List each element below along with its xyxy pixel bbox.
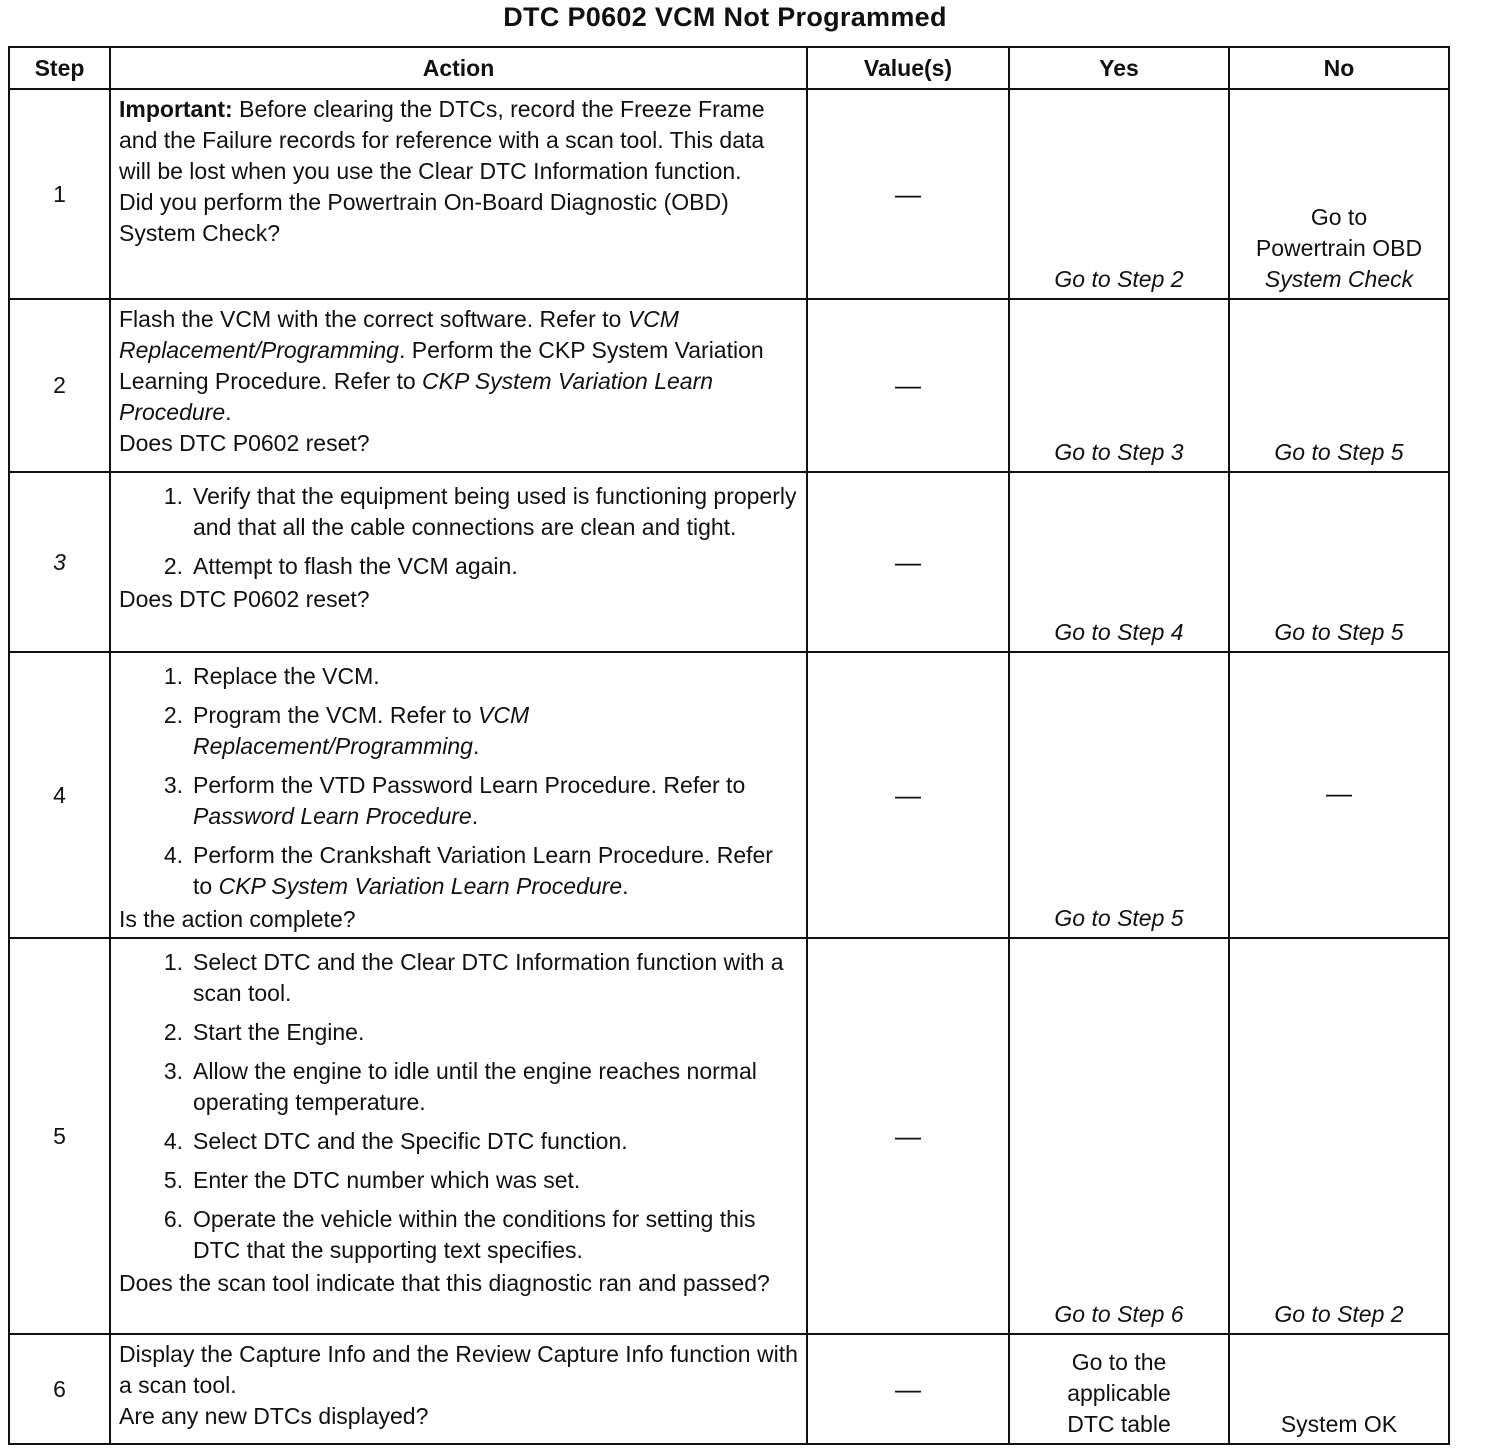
action-cell — [110, 299, 807, 472]
question: Did you perform the Powertrain On-Board Diagnostic (OBD) System Check? — [119, 189, 729, 246]
table-row — [9, 652, 1449, 938]
yes-cell — [1009, 1334, 1229, 1444]
no-text-line3[interactable]: System Check — [1264, 266, 1414, 292]
no-link[interactable]: Go to Step 5 — [1274, 439, 1404, 465]
list-item — [119, 1165, 798, 1196]
list-number: 5. — [163, 1167, 183, 1193]
header-values: Value(s) — [807, 47, 1009, 89]
yes-cell — [1009, 652, 1229, 938]
action-cell — [110, 89, 807, 299]
list-item — [119, 661, 798, 692]
no-link[interactable]: Go to Step 5 — [1274, 619, 1404, 645]
no-text-line1[interactable]: Go to — [1310, 204, 1368, 230]
important-label: Important: — [119, 96, 233, 122]
no-cell — [1229, 652, 1449, 938]
important-note — [119, 94, 798, 187]
list-item — [119, 770, 798, 832]
header-action: Action — [110, 47, 807, 89]
list-text: Enter the DTC number which was set. — [193, 1167, 581, 1193]
list-number: 4. — [163, 1128, 183, 1154]
yes-cell — [1009, 938, 1229, 1334]
no-cell — [1229, 472, 1449, 652]
action-text-part: . — [225, 399, 232, 425]
list-item — [119, 947, 798, 1009]
important-text: Before clearing the DTCs, record the Freeze Frame and the Failure records for reference with a scan tool. This data will be lost when you use the Clear DTC Information function. — [119, 96, 765, 184]
list-number: 2. — [163, 553, 183, 579]
table-row — [9, 938, 1449, 1334]
procedure-list — [119, 947, 798, 1266]
list-text: . — [471, 803, 479, 829]
list-item — [119, 1204, 798, 1266]
header-yes: Yes — [1009, 47, 1229, 89]
list-text: Perform the Crankshaft Variation Learn Procedure. Refer to — [193, 842, 773, 899]
step-number: 4 — [9, 652, 110, 938]
list-text: . — [472, 733, 480, 759]
action-cell — [110, 938, 807, 1334]
step-number: 5 — [9, 938, 110, 1334]
yes-link[interactable]: Go to Step 4 — [1054, 619, 1184, 645]
yes-link[interactable]: Go to Step 5 — [1054, 905, 1184, 931]
list-text: Perform the VTD Password Learn Procedure. Refer to — [193, 772, 746, 798]
list-text: Select DTC and the Clear DTC Information function with a scan tool. — [193, 949, 784, 1006]
list-text: Operate the vehicle within the conditions for setting this DTC that the supporting text specifies. — [193, 1206, 756, 1263]
action-cell — [110, 1334, 807, 1444]
no-link[interactable]: Go to Step 2 — [1274, 1301, 1404, 1327]
yes-cell — [1009, 89, 1229, 299]
list-item — [119, 1056, 798, 1118]
procedure-list — [119, 481, 798, 582]
table-row — [9, 89, 1449, 299]
list-text: Start the Engine. — [193, 1019, 365, 1045]
value-cell: — — [807, 299, 1009, 472]
reference-link[interactable]: VCM Replacement/Programming — [193, 702, 530, 759]
yes-link[interactable]: Go to Step 6 — [1054, 1301, 1184, 1327]
page-title: DTC P0602 VCM Not Programmed — [503, 2, 947, 32]
action-cell — [110, 472, 807, 652]
step-number: 6 — [9, 1334, 110, 1444]
value-cell: — — [807, 1334, 1009, 1444]
no-cell — [1229, 89, 1449, 299]
action-text-part: . Perform the CKP System Variation Learning Procedure. Refer to — [119, 337, 764, 394]
list-number: 1. — [163, 949, 183, 975]
yes-cell — [1009, 299, 1229, 472]
header-step: Step — [9, 47, 110, 89]
list-number: 6. — [163, 1206, 183, 1232]
header-no: No — [1229, 47, 1449, 89]
action-cell — [110, 652, 807, 938]
list-text: . — [622, 873, 629, 899]
list-text: Allow the engine to idle until the engine reaches normal operating temperature. — [193, 1058, 757, 1115]
list-item — [119, 551, 798, 582]
reference-link[interactable]: CKP System Variation Learn Procedure — [119, 368, 714, 425]
question: Are any new DTCs displayed? — [119, 1403, 429, 1429]
list-item — [119, 840, 798, 902]
reference-link[interactable]: CKP System Variation Learn Procedure — [218, 873, 623, 899]
step-number: 2 — [9, 299, 110, 472]
list-item — [119, 1126, 798, 1157]
list-text: Attempt to flash the VCM again. — [193, 553, 518, 579]
question: Does the scan tool indicate that this diagnostic ran and passed? — [119, 1270, 770, 1296]
no-cell — [1229, 1334, 1449, 1444]
procedure-list — [119, 661, 798, 902]
action-text — [119, 304, 798, 428]
list-number: 1. — [163, 483, 183, 509]
value-cell: — — [807, 938, 1009, 1334]
yes-cell — [1009, 472, 1229, 652]
table-row — [9, 299, 1449, 472]
list-text: Verify that the equipment being used is functioning properly and that all the cable connections are clean and tight. — [193, 483, 797, 540]
list-number: 2. — [163, 702, 183, 728]
step-number: 1 — [9, 89, 110, 299]
list-number: 3. — [163, 772, 183, 798]
list-item — [119, 700, 798, 762]
list-item — [119, 481, 798, 543]
value-cell: — — [807, 652, 1009, 938]
list-number: 3. — [163, 1058, 183, 1084]
no-cell — [1229, 299, 1449, 472]
list-text: Select DTC and the Specific DTC function. — [193, 1128, 628, 1154]
yes-text-line2[interactable]: applicable — [1067, 1380, 1171, 1406]
list-item — [119, 1017, 798, 1048]
header-row — [9, 47, 1449, 89]
question: Does DTC P0602 reset? — [119, 586, 370, 612]
question: Does DTC P0602 reset? — [119, 430, 370, 456]
list-text: Program the VCM. Refer to — [193, 702, 479, 728]
table-row — [9, 472, 1449, 652]
step-number: 3 — [9, 472, 110, 652]
no-result: System OK — [1280, 1411, 1398, 1437]
no-cell — [1229, 938, 1449, 1334]
yes-link[interactable]: Go to Step 3 — [1054, 439, 1184, 465]
reference-link[interactable]: Password Learn Procedure — [193, 803, 472, 829]
action-text-part: Flash the VCM with the correct software. Refer to — [119, 306, 628, 332]
list-text: Replace the VCM. — [193, 663, 380, 689]
yes-text-line1[interactable]: Go to the — [1071, 1349, 1167, 1375]
value-cell: — — [807, 472, 1009, 652]
question: Is the action complete? — [119, 906, 356, 932]
diagnostic-table — [8, 46, 1450, 1445]
no-text-line2[interactable]: Powertrain OBD — [1255, 235, 1423, 261]
value-cell: — — [807, 89, 1009, 299]
list-number: 4. — [163, 842, 183, 868]
no-value: — — [1326, 778, 1352, 808]
list-number: 2. — [163, 1019, 183, 1045]
yes-link[interactable]: Go to Step 2 — [1054, 266, 1184, 292]
reference-link[interactable]: VCM Replacement/Programming — [119, 306, 679, 363]
action-text: Display the Capture Info and the Review Capture Info function with a scan tool. — [119, 1341, 798, 1398]
list-number: 1. — [163, 663, 183, 689]
yes-text-line3[interactable]: DTC table — [1067, 1411, 1171, 1437]
table-row — [9, 1334, 1449, 1444]
